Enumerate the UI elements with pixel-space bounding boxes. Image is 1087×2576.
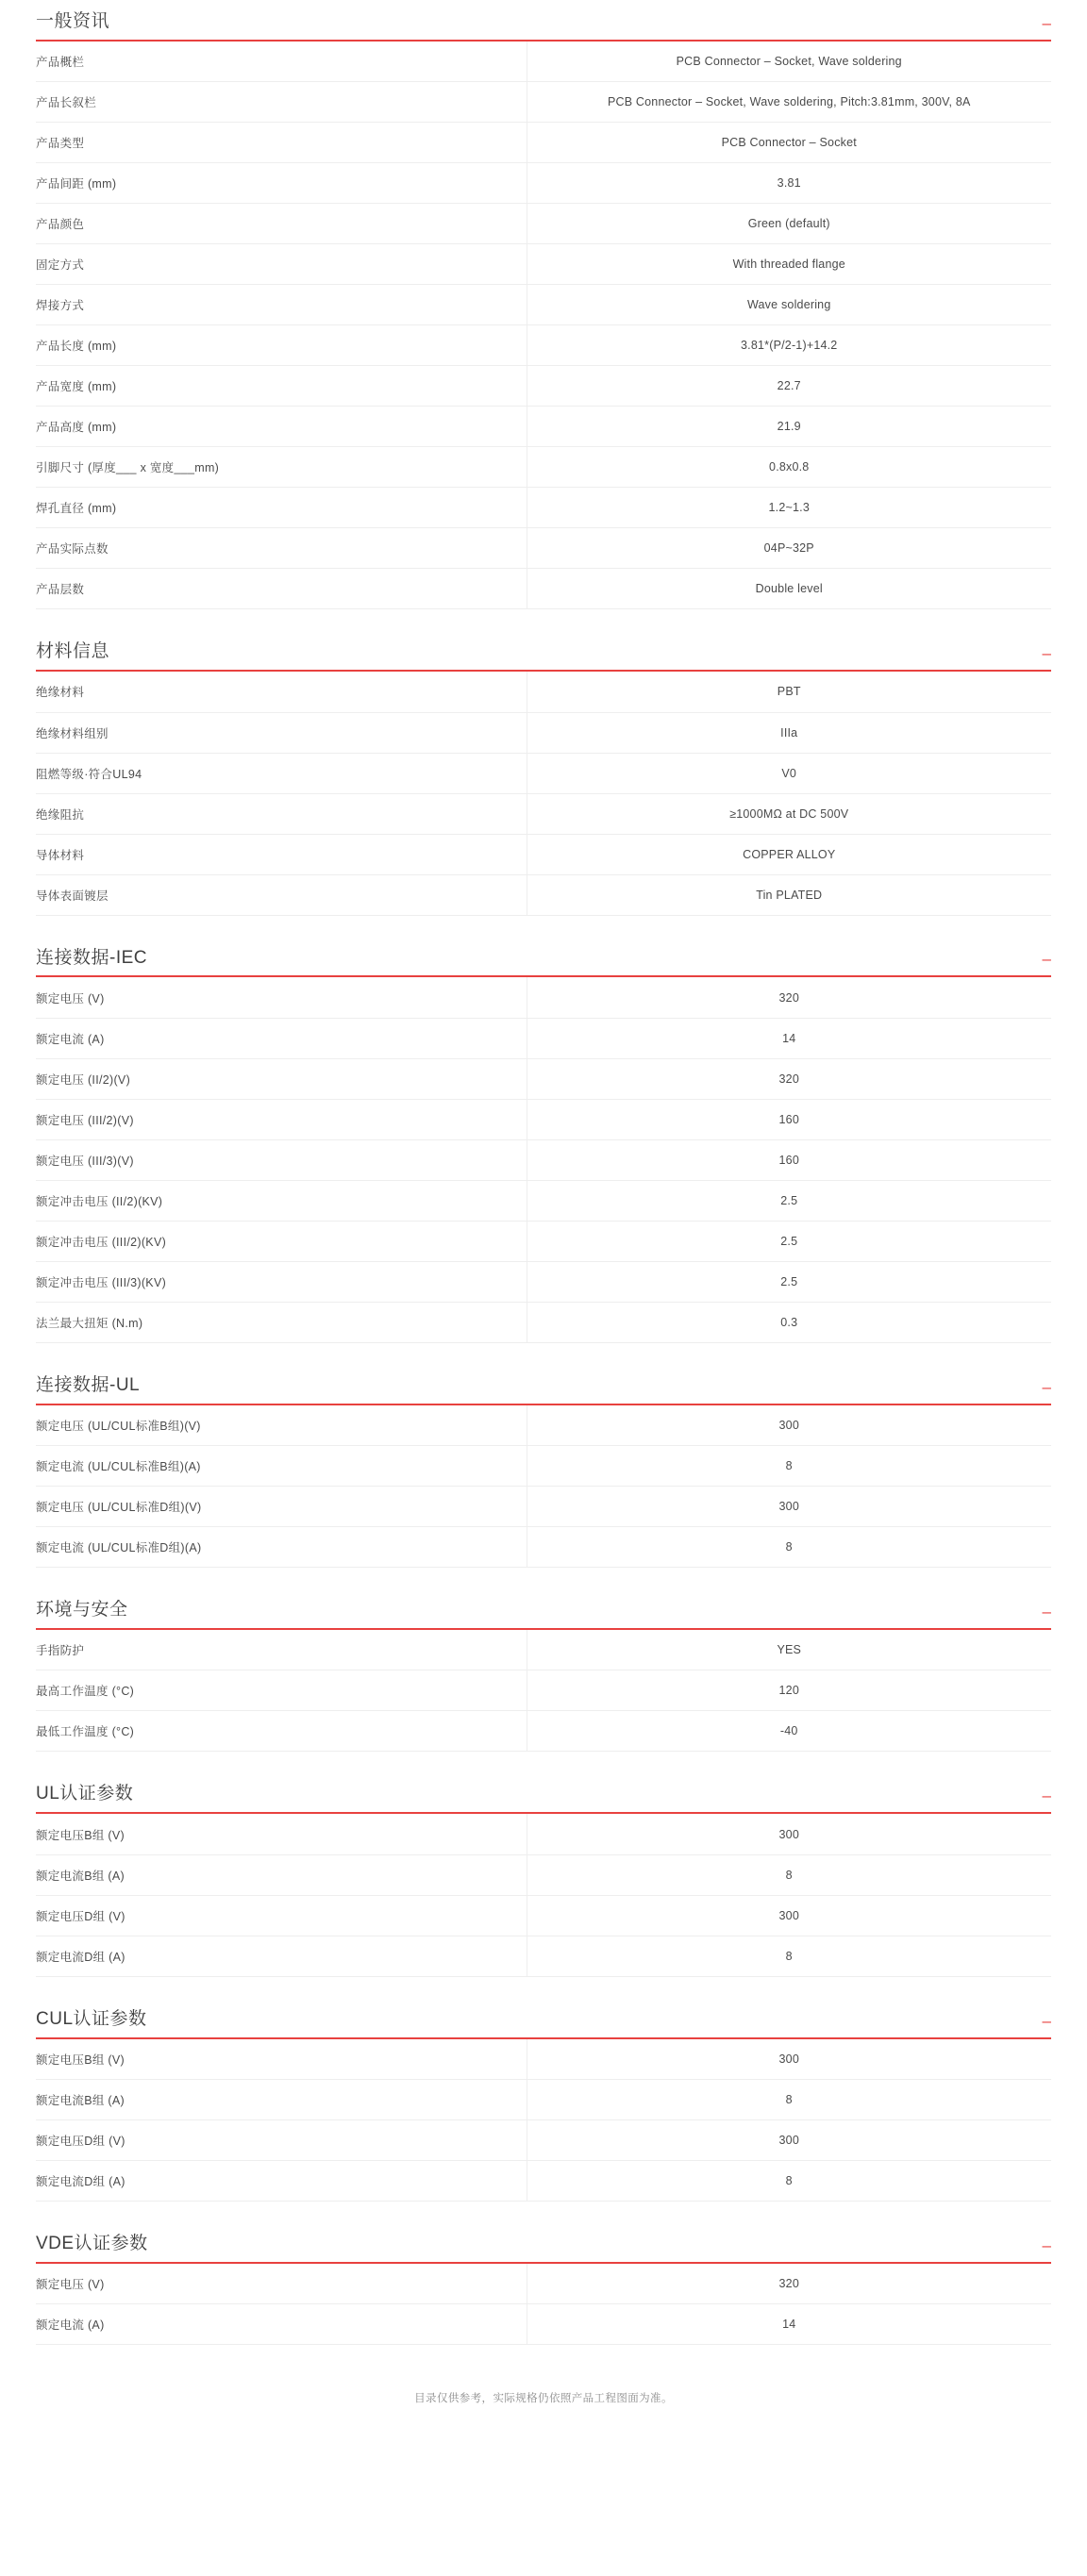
spec-table <box>36 1814 1051 1977</box>
spec-value: COPPER ALLOY <box>743 847 836 861</box>
table-row <box>36 1405 1051 1446</box>
spec-table <box>36 1630 1051 1753</box>
spec-label: 产品类型 <box>36 123 527 163</box>
spec-value: 3.81 <box>777 176 801 191</box>
section-title: 环境与安全 <box>36 1600 128 1620</box>
spec-value: 14 <box>782 1031 796 1045</box>
table-row <box>36 1670 1051 1711</box>
spec-label: 产品间距 (mm) <box>36 163 527 204</box>
section-spacer <box>0 609 1087 641</box>
spec-value: 300 <box>778 2134 799 2148</box>
table-row <box>36 407 1051 447</box>
spec-section <box>0 948 1087 1343</box>
table-row <box>36 2161 1051 2202</box>
spec-label: 固定方式 <box>36 244 527 285</box>
table-row <box>36 1018 1051 1058</box>
collapse-minus-icon[interactable]: – <box>1042 644 1051 663</box>
section-title: 一般资讯 <box>36 11 110 31</box>
spec-label: 产品颜色 <box>36 204 527 244</box>
spec-section <box>0 1600 1087 1752</box>
table-row <box>36 285 1051 325</box>
spec-label: 阻燃等级·符合UL94 <box>36 753 527 793</box>
spec-value: 8 <box>785 1459 793 1473</box>
spec-label: 额定电流D组 (A) <box>36 2161 527 2202</box>
table-row <box>36 1180 1051 1221</box>
spec-value: 8 <box>785 2174 793 2188</box>
spec-value: 8 <box>785 1868 793 1882</box>
spec-label: 绝缘材料 <box>36 672 527 712</box>
spec-label: 绝缘阻抗 <box>36 793 527 834</box>
spec-label: 产品长度 (mm) <box>36 325 527 366</box>
spec-value: 300 <box>778 1908 799 1922</box>
spec-label: 额定电压B组 (V) <box>36 2039 527 2080</box>
table-row <box>36 2264 1051 2304</box>
spec-label: 最高工作温度 (°C) <box>36 1670 527 1711</box>
spec-section <box>0 1784 1087 1976</box>
collapse-minus-icon[interactable]: – <box>1042 2011 1051 2030</box>
spec-label: 引脚尺寸 (厚度___ x 宽度___mm) <box>36 447 527 488</box>
spec-value: PCB Connector – Socket, Wave soldering, Pitch:3.81mm, 300V, 8A <box>607 95 971 109</box>
spec-label: 额定电压 (II/2)(V) <box>36 1058 527 1099</box>
spec-value: 14 <box>782 2318 796 2332</box>
table-row <box>36 1630 1051 1670</box>
spec-section <box>0 1375 1087 1568</box>
spec-value: Green (default) <box>747 217 830 231</box>
collapse-minus-icon[interactable]: – <box>1042 13 1051 32</box>
spec-value: 300 <box>778 1418 799 1432</box>
table-row <box>36 1487 1051 1527</box>
spec-label: 导体表面镀层 <box>36 874 527 915</box>
spec-label: 额定电流 (UL/CUL标准B组)(A) <box>36 1446 527 1487</box>
table-row <box>36 1221 1051 1261</box>
spec-label: 额定电压 (V) <box>36 2264 527 2304</box>
spec-label: 产品高度 (mm) <box>36 407 527 447</box>
spec-value: 0.8x0.8 <box>769 460 810 474</box>
table-row <box>36 569 1051 609</box>
table-row <box>36 42 1051 82</box>
spec-label: 额定电压 (V) <box>36 977 527 1018</box>
spec-label: 产品实际点数 <box>36 528 527 569</box>
table-row <box>36 163 1051 204</box>
spec-label: 最低工作温度 (°C) <box>36 1711 527 1752</box>
spec-value: PCB Connector – Socket, Wave soldering <box>676 55 902 69</box>
spec-section <box>0 11 1087 609</box>
table-row <box>36 447 1051 488</box>
spec-label: 手指防护 <box>36 1630 527 1670</box>
spec-label: 额定电流B组 (A) <box>36 2080 527 2120</box>
spec-value: 160 <box>778 1112 799 1126</box>
collapse-minus-icon[interactable]: – <box>1042 1787 1051 1805</box>
table-row <box>36 1261 1051 1302</box>
section-spacer <box>0 916 1087 948</box>
spec-label: 额定电压D组 (V) <box>36 2120 527 2161</box>
spec-value: 300 <box>778 2052 799 2066</box>
section-spacer <box>0 1343 1087 1375</box>
section-title: 材料信息 <box>36 641 110 662</box>
table-row <box>36 1446 1051 1487</box>
table-row <box>36 2304 1051 2345</box>
collapse-minus-icon[interactable]: – <box>1042 1602 1051 1620</box>
spec-value: With threaded flange <box>732 258 845 272</box>
spec-table <box>36 672 1051 916</box>
collapse-minus-icon[interactable]: – <box>1042 950 1051 969</box>
section-header[interactable] <box>36 1784 1051 1814</box>
table-row <box>36 1139 1051 1180</box>
spec-label: 产品层数 <box>36 569 527 609</box>
spec-label: 导体材料 <box>36 834 527 874</box>
spec-value: 21.9 <box>777 420 801 434</box>
table-row <box>36 793 1051 834</box>
section-header[interactable] <box>36 1600 1051 1630</box>
spec-label: 额定电压 (UL/CUL标准B组)(V) <box>36 1405 527 1446</box>
spec-label: 法兰最大扭矩 (N.m) <box>36 1302 527 1342</box>
spec-label: 额定电压 (UL/CUL标准D组)(V) <box>36 1487 527 1527</box>
spec-value: 320 <box>778 2277 799 2291</box>
spec-label: 额定冲击电压 (II/2)(KV) <box>36 1180 527 1221</box>
spec-label: 额定电流B组 (A) <box>36 1854 527 1895</box>
section-header[interactable] <box>36 11 1051 42</box>
table-row <box>36 123 1051 163</box>
spec-section <box>0 2234 1087 2345</box>
table-row <box>36 1302 1051 1342</box>
spec-value: 3.81*(P/2-1)+14.2 <box>741 339 838 353</box>
spec-label: 额定冲击电压 (III/2)(KV) <box>36 1221 527 1261</box>
spec-value: 2.5 <box>780 1234 798 1248</box>
table-row <box>36 1711 1051 1752</box>
spec-value: 2.5 <box>780 1193 798 1207</box>
section-header[interactable] <box>36 2009 1051 2039</box>
spec-label: 焊孔直径 (mm) <box>36 488 527 528</box>
spec-value: 8 <box>785 1540 793 1554</box>
section-title: 连接数据-IEC <box>36 947 148 968</box>
table-row <box>36 2080 1051 2120</box>
table-row <box>36 672 1051 712</box>
spec-label: 绝缘材料组别 <box>36 712 527 753</box>
table-row <box>36 834 1051 874</box>
spec-value: 300 <box>778 1500 799 1514</box>
spec-label: 额定冲击电压 (III/3)(KV) <box>36 1261 527 1302</box>
spec-value: Tin PLATED <box>756 888 823 902</box>
spec-value: 04P~32P <box>763 541 814 556</box>
table-row <box>36 366 1051 407</box>
spec-table <box>36 2039 1051 2202</box>
spec-value: 320 <box>778 990 799 1005</box>
section-spacer <box>0 1977 1087 2009</box>
spec-section <box>0 641 1087 915</box>
section-header[interactable] <box>36 641 1051 672</box>
spec-value: V0 <box>781 766 797 780</box>
spec-value: 300 <box>778 1827 799 1841</box>
spec-label: 产品长叙栏 <box>36 82 527 123</box>
table-row <box>36 874 1051 915</box>
spec-section <box>0 2009 1087 2202</box>
spec-value: 120 <box>778 1684 799 1698</box>
spec-value: 8 <box>785 2093 793 2107</box>
table-row <box>36 2039 1051 2080</box>
spec-label: 产品宽度 (mm) <box>36 366 527 407</box>
spec-value: ≥1000MΩ at DC 500V <box>729 806 849 821</box>
table-row <box>36 1099 1051 1139</box>
spec-value: -40 <box>779 1724 798 1738</box>
section-title: UL认证参数 <box>36 1784 134 1804</box>
spec-value: 22.7 <box>777 379 801 393</box>
section-spacer <box>0 1568 1087 1600</box>
spec-table <box>36 977 1051 1343</box>
table-row <box>36 488 1051 528</box>
spec-value: Wave soldering <box>747 298 831 312</box>
spec-value: Double level <box>755 582 823 596</box>
table-row <box>36 244 1051 285</box>
spec-value: PBT <box>777 685 801 699</box>
section-header[interactable] <box>36 1375 1051 1405</box>
spec-label: 额定电压 (III/3)(V) <box>36 1139 527 1180</box>
section-spacer <box>0 2202 1087 2234</box>
spec-table <box>36 42 1051 610</box>
collapse-minus-icon[interactable]: – <box>1042 1377 1051 1396</box>
spec-label: 额定电流D组 (A) <box>36 1936 527 1976</box>
section-header[interactable] <box>36 948 1051 978</box>
footer-disclaimer: 目录仅供参考，实际规格仍依照产品工程图面为准。 <box>414 2393 673 2405</box>
spec-label: 额定电流 (A) <box>36 1018 527 1058</box>
spec-table <box>36 2264 1051 2346</box>
spec-value: IIIa <box>780 725 798 740</box>
spec-value: YES <box>777 1643 802 1657</box>
spec-label: 额定电压B组 (V) <box>36 1814 527 1854</box>
spec-label: 焊接方式 <box>36 285 527 325</box>
spec-table <box>36 1405 1051 1569</box>
spec-value: 8 <box>785 1949 793 1963</box>
spec-label: 额定电流 (UL/CUL标准D组)(A) <box>36 1527 527 1568</box>
table-row <box>36 1058 1051 1099</box>
spec-value: 320 <box>778 1072 799 1086</box>
table-row <box>36 1895 1051 1936</box>
section-header[interactable] <box>36 2234 1051 2264</box>
table-row <box>36 528 1051 569</box>
table-row <box>36 753 1051 793</box>
spec-label: 额定电压 (III/2)(V) <box>36 1099 527 1139</box>
table-row <box>36 1814 1051 1854</box>
table-row <box>36 325 1051 366</box>
spec-label: 产品概栏 <box>36 42 527 82</box>
table-row <box>36 712 1051 753</box>
table-row <box>36 1936 1051 1976</box>
collapse-minus-icon[interactable]: – <box>1042 2235 1051 2254</box>
spec-value: 0.3 <box>780 1315 798 1329</box>
spec-label: 额定电压D组 (V) <box>36 1895 527 1936</box>
table-row <box>36 2120 1051 2161</box>
section-title: VDE认证参数 <box>36 2234 148 2254</box>
spec-value: 1.2~1.3 <box>768 501 810 515</box>
table-row <box>36 82 1051 123</box>
spec-sections-container <box>0 11 1087 2345</box>
spec-value: 2.5 <box>780 1274 798 1288</box>
spec-value: PCB Connector – Socket <box>721 136 857 150</box>
section-title: CUL认证参数 <box>36 2008 147 2029</box>
spec-value: 160 <box>778 1153 799 1167</box>
table-row <box>36 204 1051 244</box>
spec-label: 额定电流 (A) <box>36 2304 527 2345</box>
section-spacer <box>0 1752 1087 1784</box>
top-spacer <box>0 0 1087 11</box>
table-row <box>36 1854 1051 1895</box>
section-title: 连接数据-UL <box>36 1374 141 1395</box>
table-row <box>36 977 1051 1018</box>
table-row <box>36 1527 1051 1568</box>
